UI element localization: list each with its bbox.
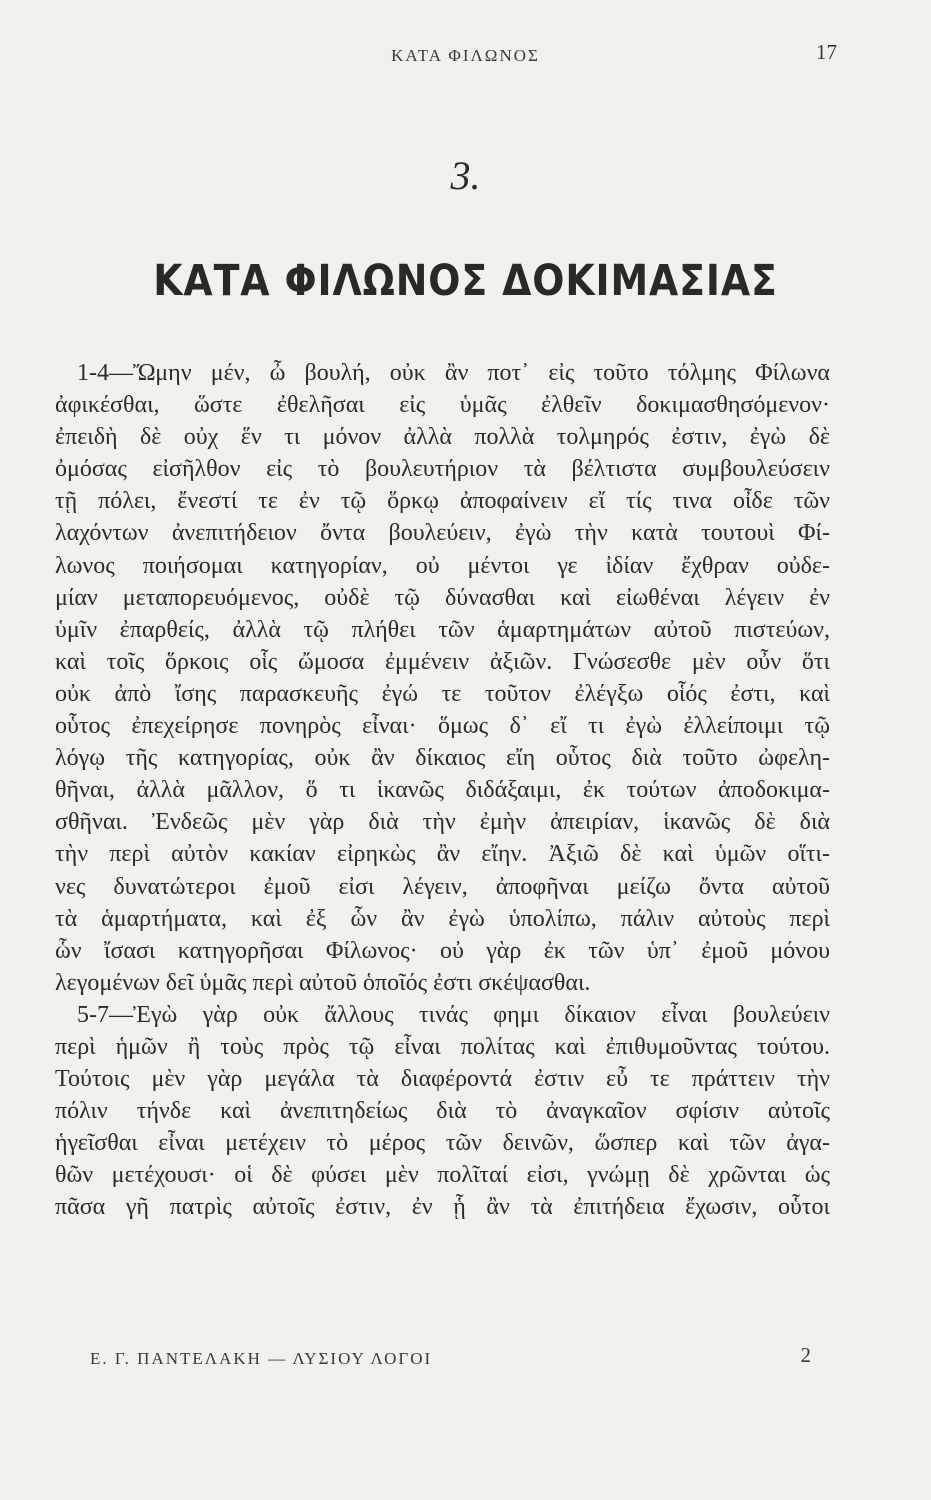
running-head: ΚΑΤΑ ΦΙΛΩΝΟΣ [391, 46, 540, 65]
text-line: 1-4—Ὤμην μέν, ὦ βουλή, οὐκ ἂν ποτ᾽ εἰς τοῦτο τόλμης Φίλωνα [77, 360, 830, 386]
footer-signature: Ε. Γ. ΠΑΝΤΕΛΑΚΗ — ΛΥΣΙΟΥ ΛΟΓΟΙ [90, 1349, 433, 1368]
body-text [55, 357, 830, 1224]
page-number: 17 [816, 40, 837, 64]
text-line: πᾶσα γῆ πατρὶς αὐτοῖς ἐστιν, ἐν ᾗ ἂν τὰ ἐπιτήδεια ἔχωσιν, οὗτοι [55, 1194, 830, 1221]
text-line: σθῆναι. Ἐνδεῶς μὲν γὰρ διὰ τὴν ἐμὴν ἀπειρίαν, ἱκανῶς δὲ διὰ [55, 809, 830, 836]
text-line: ὧν ἴσασι κατηγορῆσαι Φίλωνος· οὐ γὰρ ἐκ τῶν ὑπ᾽ ἐμοῦ μόνου [55, 937, 830, 964]
text-line: λωνος ποιήσομαι κατηγορίαν, οὐ μέντοι γε ἰδίαν ἔχθραν οὐδε- [55, 552, 830, 579]
text-line: οὗτος ἐπεχείρησε πονηρὸς εἶναι· ὅμως δ᾽ εἴ τι ἐγὼ ἐλλείποιμι τῷ [55, 713, 830, 740]
text-line: θῆναι, ἀλλὰ μᾶλλον, ὅ τι ἱκανῶς διδάξαιμι, ἐκ τούτων ἀποδοκιμα- [55, 777, 830, 804]
speech-title: ΚΑΤΑ ΦΙΛΩΝΟΣ ΔΟΚΙΜΑΣΙΑΣ [153, 256, 778, 306]
text-line: οὐκ ἀπὸ ἴσης παρασκευῆς ἐγώ τε τοῦτον ἐλέγξω οἷός ἐστι, καὶ [55, 680, 830, 707]
text-line: ὑμῖν ἐπαρθείς, ἀλλὰ τῷ πλήθει τῶν ἁμαρτημάτων αὐτοῦ πιστεύων, [55, 616, 830, 643]
sheet-number: 2 [800, 1343, 811, 1367]
text-line: ἀφικέσθαι, ὥστε ἐθελῆσαι εἰς ὑμᾶς ἐλθεῖν δοκιμασθησόμενον· [55, 392, 830, 419]
text-line: τὰ ἁμαρτήματα, καὶ ἐξ ὧν ἂν ἐγὼ ὑπολίπω, πάλιν αὐτοὺς περὶ [55, 905, 830, 932]
text-line: πόλιν τήνδε καὶ ἀνεπιτηδείως διὰ τὸ ἀναγκαῖον σφίσιν αὐτοῖς [55, 1098, 830, 1125]
text-line: νες δυνατώτεροι ἐμοῦ εἰσι λέγειν, ἀποφῆναι μείζω ὄντα αὐτοῦ [55, 873, 830, 900]
text-line: λαχόντων ἀνεπιτήδειον ὄντα βουλεύειν, ἐγὼ τὴν κατὰ τουτουὶ Φί- [55, 520, 830, 547]
text-line: λόγῳ τῆς κατηγορίας, οὐκ ἂν δίκαιος εἴη οὗτος διὰ τοῦτο ὠφελη- [55, 745, 830, 772]
chapter-number: 3. [450, 153, 481, 198]
text-line: ἡγεῖσθαι εἶναι μετέχειν τὸ μέρος τῶν δεινῶν, ὥσπερ καὶ τῶν ἀγα- [55, 1130, 830, 1157]
text-line: καὶ τοῖς ὅρκοις οἷς ὤμοσα ἐμμένειν ἀξιῶν. Γνώσεσθε μὲν οὖν ὅτι [55, 648, 830, 675]
text-line: περὶ ἡμῶν ἢ τοὺς πρὸς τῷ εἶναι πολίτας καὶ ἐπιθυμοῦντας τούτου. [55, 1033, 830, 1060]
text-line: ἐπειδὴ δὲ οὐχ ἕν τι μόνον ἀλλὰ πολλὰ τολμηρός ἐστιν, ἐγὼ δὲ [55, 424, 830, 451]
text-line: λεγομένων δεῖ ὑμᾶς περὶ αὐτοῦ ὁποῖός ἐστι σκέψασθαι. [55, 969, 591, 996]
text-line: θῶν μετέχουσι· οἱ δὲ φύσει μὲν πολῖταί εἰσι, γνώμῃ δὲ χρῶνται ὡς [55, 1162, 830, 1189]
text-line: μίαν μεταπορευόμενος, οὐδὲ τῷ δύνασθαι καὶ εἰωθέναι λέγειν ἐν [55, 584, 830, 611]
text-line: ὀμόσας εἰσῆλθον εἰς τὸ βουλευτήριον τὰ βέλτιστα συμβουλεύσειν [55, 456, 830, 483]
text-line: Τούτοις μὲν γὰρ μεγάλα τὰ διαφέροντά ἐστιν εὖ τε πράττειν τὴν [55, 1066, 830, 1093]
text-line: τὴν περὶ αὐτὸν κακίαν εἰρηκὼς ἂν εἴην. Ἀξιῶ δὲ καὶ ὑμῶν οἵτι- [55, 841, 830, 868]
text-line: 5-7—Ἐγὼ γὰρ οὐκ ἄλλους τινάς φημι δίκαιον εἶναι βουλεύειν [77, 1001, 830, 1028]
text-line: τῇ πόλει, ἔνεστί τε ἐν τῷ ὅρκῳ ἀποφαίνειν εἴ τίς τινα οἶδε τῶν [55, 488, 830, 515]
